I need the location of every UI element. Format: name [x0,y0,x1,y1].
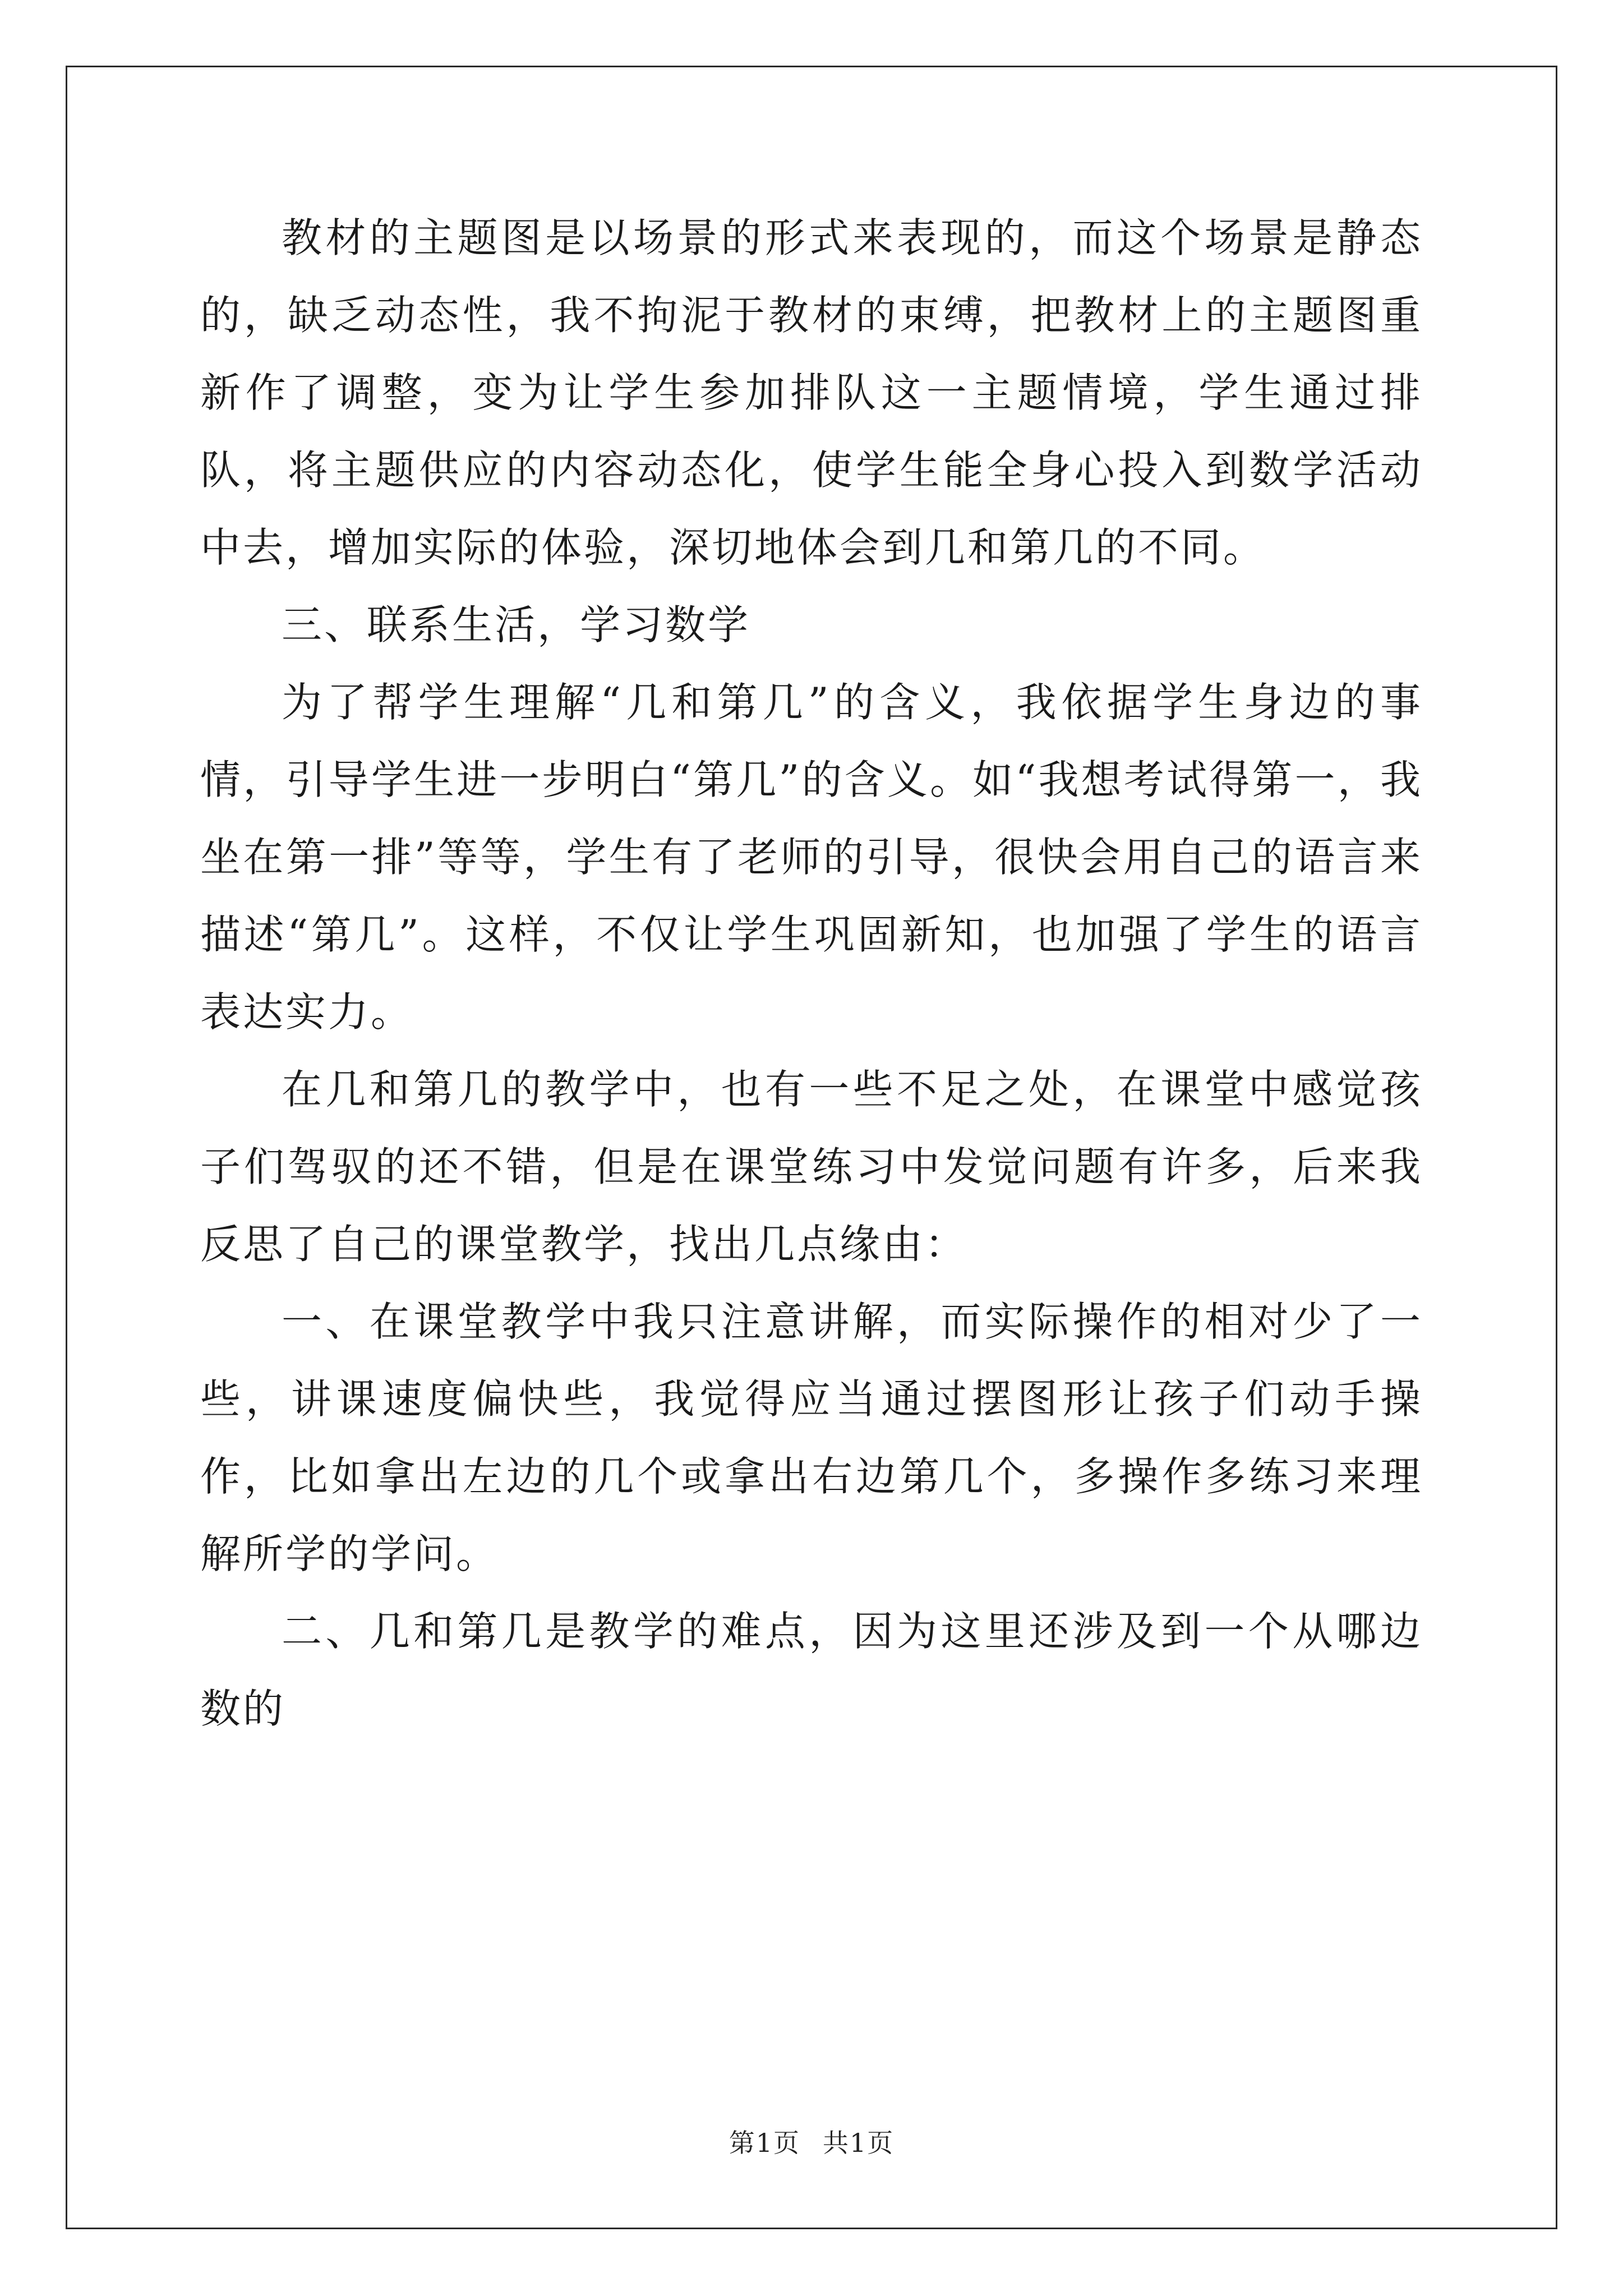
paragraph: 在几和第几的教学中，也有一些不足之处，在课堂中感觉孩子们驾驭的还不错，但是在课堂练习中发觉问题有许多，后来我反思了自己的课堂教学，找出几点缘由： [200,1066,1423,1268]
paragraph: 为了帮学生理解“几和第几”的含义，我依据学生身边的事情，引导学生进一步明白“第几”的含义。如“我想考试得第一，我坐在第一排”等等，学生有了老师的引导，很快会用自己的语言来描述“第几”。这样，不仅让学生巩固新知，也加强了学生的语言表达实力。 [200,679,1423,1036]
document-body [200,199,1423,1747]
paragraph: 一、在课堂教学中我只注意讲解，而实际操作的相对少了一些，讲课速度偏快些，我觉得应当通过摆图形让孩子们动手操作，比如拿出左边的几个或拿出右边第几个，多操作多练习来理解所学的学问。 [200,1298,1423,1577]
page-total: 共1页 [823,2128,895,2158]
paragraph: 教材的主题图是以场景的形式来表现的，而这个场景是静态的，缺乏动态性，我不拘泥于教材的束缚，把教材上的主题图重新作了调整，变为让学生参加排队这一主题情境，学生通过排队，将主题供应的内容动态化，使学生能全身心投入到数学活动中去，增加实际的体验，深切地体会到几和第几的不同。 [200,214,1423,571]
section-heading: 三、联系生活，学习数学 [282,601,751,648]
paragraph: 二、几和第几是教学的难点，因为这里还涉及到一个从哪边数的 [200,1608,1423,1732]
page-number: 第1页 [728,2128,800,2158]
page-footer [0,2126,1623,2160]
